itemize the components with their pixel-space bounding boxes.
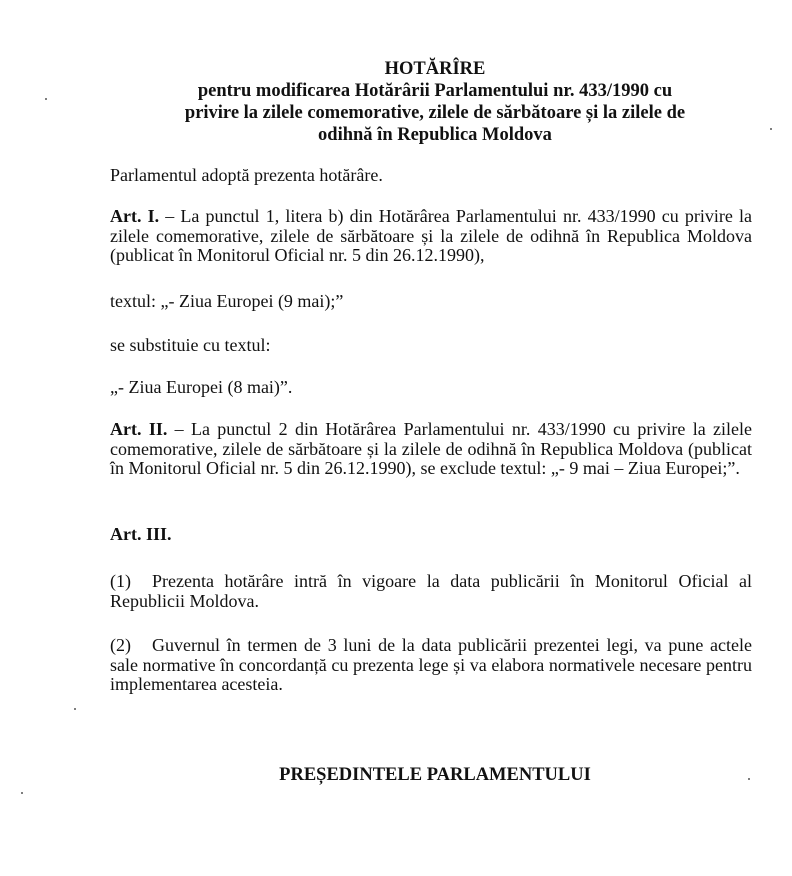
intro-paragraph: Parlamentul adoptă prezenta hotărâre. bbox=[110, 165, 383, 185]
title-line-3: privire la zilele comemorative, zilele de sărbătoare și la zilele de bbox=[184, 103, 686, 123]
scan-speck bbox=[45, 98, 47, 100]
scan-speck bbox=[21, 792, 23, 794]
title-line-4: odihnă în Republica Moldova bbox=[318, 125, 552, 145]
article-3-label: Art. III. bbox=[110, 524, 172, 544]
article-2-paragraph bbox=[110, 420, 752, 479]
signature-title: PREȘEDINTELE PARLAMENTULUI bbox=[279, 765, 591, 785]
article-1-text: – La punctul 1, litera b) din Hotărârea Parlamentului nr. 433/1990 cu privire la zilele comemorative, zilele de sărbătoare și la zilele de odihnă în Republica Moldova (publicat în Monitorul Oficial nr. 5 din 26.12.1990), bbox=[110, 206, 752, 265]
article-3-point-1-number: (1) bbox=[110, 571, 131, 591]
article-3-point-2-text: Guvernul în termen de 3 luni de la data publicării prezentei legi, va pune actele sale normative în concordanță cu prezenta lege și va elabora normativele necesare pentru implementarea acesteia. bbox=[110, 635, 752, 694]
article-3-point-2-number: (2) bbox=[110, 635, 131, 655]
title-heading: HOTĂRÎRE bbox=[384, 59, 486, 79]
document-title bbox=[110, 58, 760, 146]
article-1-old-text: textul: „- Ziua Europei (9 mai);” bbox=[110, 291, 344, 311]
article-2-label: Art. II. bbox=[110, 419, 168, 439]
article-1-substitute-line: se substituie cu textul: bbox=[110, 335, 271, 355]
article-1-paragraph bbox=[110, 207, 752, 266]
scan-speck bbox=[74, 708, 76, 710]
article-3-point-1 bbox=[110, 572, 752, 611]
article-3-point-2 bbox=[110, 636, 752, 695]
article-1-new-text: „- Ziua Europei (8 mai)”. bbox=[110, 377, 293, 397]
title-line-2: pentru modificarea Hotărârii Parlamentului nr. 433/1990 cu bbox=[197, 81, 673, 101]
article-1-label: Art. I. bbox=[110, 206, 160, 226]
article-3-point-1-text: Prezenta hotărâre intră în vigoare la data publicării în Monitorul Oficial al Republicii Moldova. bbox=[110, 571, 752, 611]
article-2-text: – La punctul 2 din Hotărârea Parlamentului nr. 433/1990 cu privire la zilele comemorative, zilele de sărbătoare și la zilele de odihnă în Republica Moldova (publicat în Monitorul Oficial nr. 5 din 26.12.1990), se exclude textul: „- 9 mai – Ziua Europei;”. bbox=[110, 419, 752, 478]
scan-speck bbox=[770, 128, 772, 130]
scan-speck bbox=[748, 778, 750, 780]
